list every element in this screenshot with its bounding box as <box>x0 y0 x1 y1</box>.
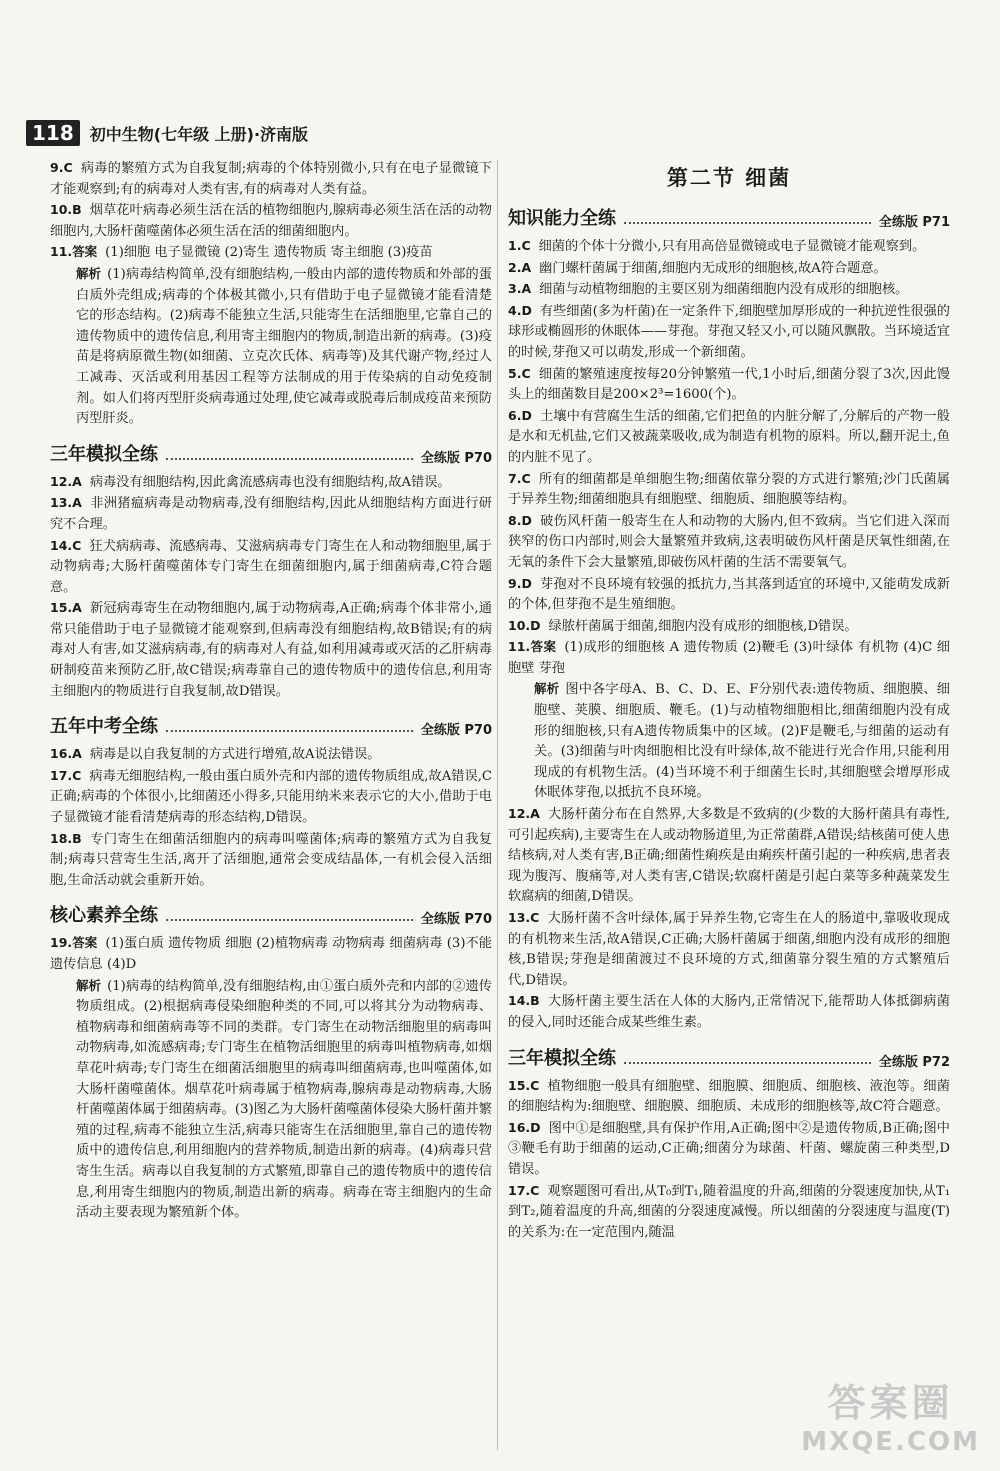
answer-list <box>50 472 492 703</box>
answer-item <box>50 766 492 829</box>
answer-text: 专门寄生在细菌活细胞内的病毒叫噬菌体;病毒的繁殖方式为自我复制;病毒只营寄生生活,离开了活细胞,通常会变成结晶体,一有机会侵入活细胞,生命活动就会重新开始。 <box>50 831 492 888</box>
watermark-url: MXQE.COM <box>801 1427 980 1457</box>
answer-text: 芽孢对不良环境有较强的抵抗力,当其落到适宜的环境中,又能萌发成新的个体,但芽孢不是生殖细胞。 <box>508 576 950 613</box>
answer-item <box>50 200 492 242</box>
answer-item <box>508 258 950 280</box>
answer-text: 土壤中有营腐生生活的细菌,它们把鱼的内脏分解了,分解后的产物一般是水和无机盐,它们又被蔬菜吸收,成为制造有机物的原料。所以,翻开泥土,鱼的内脏不见了。 <box>508 408 950 465</box>
answer-number: 12.A <box>50 473 82 489</box>
answer-list <box>508 236 950 637</box>
answer-item <box>50 493 492 535</box>
answer-item: 11.答案 (1)成形的细胞核 A 遗传物质 (2)鞭毛 (3)叶绿体 有机物 (4)C 细胞壁 芽孢 解析 图中各字母A、B、C、D、E、F分别代表:遗传物质、细胞膜、细胞壁、荚膜、细胞质、鞭毛。(1)与动植物细胞相比,细菌细胞内没有成形的细胞核,只有A遗传物质集中的区域。(2)F是鞭毛,与细菌的运动有关。(3)细菌与叶肉细胞相比没有叶绿体,故不能进行光合作用,只能利用现成的有机物生活。(4)当环境不利于细菌生长时,其细胞壁会增厚形成休眠体芽孢,以抵抗不良环境。 <box>508 639 950 801</box>
section-header: 核心素养全练 全练版 P70 <box>50 905 492 928</box>
answer-text: 大肠杆菌不含叶绿体,属于异养生物,它寄生在人的肠道中,靠吸收现成的有机物来生活,故A错误,C正确;大肠杆菌属于细菌,细胞内没有成形的细胞核,B错误;芽孢是细菌渡过不良环境的方式,细菌靠分裂生殖的方式繁殖后代,D错误。 <box>508 911 950 988</box>
answer-item <box>508 908 950 991</box>
answer-number: 13.C <box>508 910 540 925</box>
left-column <box>50 158 492 1224</box>
answer-item <box>50 472 492 494</box>
answer-item <box>50 598 492 702</box>
answer-text: 观察题图可看出,从T₀到T₁,随着温度的升高,细菌的分裂速度加快,从T₁到T₂,随着温度的升高,细菌的分裂速度减慢。所以细菌的分裂速度与温度(T)的关系为:在一定范围内,随温 <box>508 1183 950 1240</box>
section-header: 知识能力全练 全练版 P71 <box>508 208 950 230</box>
answer-item: 19.答案 (1)蛋白质 遗传物质 细胞 (2)植物病毒 动物病毒 细菌病毒 (3)不能 遗传信息 (4)D 解析 (1)病毒的结构简单,没有细胞结构,由①蛋白质外壳和内部的②遗传物质组成。(2)根据病毒侵染细胞种类的不同,可以将其分为动物病毒、植物病毒和细菌病毒等不同的类群。专门寄生在动物活细胞里的病毒叫动物病毒,如流感病毒;专门寄生在植物活细胞里的病毒叫植物病毒,如烟草花叶病毒;专门寄生在细菌活细胞里的病毒叫细菌病毒,也叫噬菌体,如大肠杆菌噬菌体。烟草花叶病毒属于植物病毒,腺病毒是动物病毒,大肠杆菌噬菌体属于细菌病毒。(3)图乙为大肠杆菌噬菌体侵染大肠杆菌并繁殖的过程,病毒不能独立生活,病毒只能寄生在活细胞里,靠自己的遗传物质中的遗传信息,利用细胞内的营养物质,制造出新的病毒。(4)病毒只营寄生生活。病毒以自我复制的方式繁殖,即靠自己的遗传物质中的遗传信息,利用寄生细胞内的物质,制造出新的病毒。病毒在寄主细胞内的生命活动主要表现为繁殖新个体。 <box>50 935 492 1221</box>
chapter-title: 第二节 细菌 <box>666 166 792 190</box>
answer-number: 7.C <box>508 470 531 486</box>
answer-item <box>508 574 950 616</box>
answer-number: 10.B <box>50 202 82 218</box>
answer-item <box>508 991 950 1033</box>
answer-text: 非洲猪瘟病毒是动物病毒,没有细胞结构,因此从细胞结构方面进行研究不合理。 <box>50 496 492 532</box>
answer-number: 18.B <box>50 830 82 846</box>
page-header <box>26 118 308 148</box>
answer-number: 14.B <box>508 993 540 1009</box>
answer-number: 12.A <box>508 806 540 822</box>
answer-number: 8.D <box>508 512 532 528</box>
answer-item <box>508 301 950 364</box>
answer-item <box>508 804 950 908</box>
answer-text: 细菌与动植物细胞的主要区别为细菌细胞内没有成形的细胞核。 <box>539 282 909 298</box>
answer-text: 所有的细菌都是单细胞生物;细菌依靠分裂的方式进行繁殖;沙门氏菌属于异养生物;细菌细胞具有细胞壁、细胞质、细胞膜等结构。 <box>508 471 950 508</box>
answer-text: 大肠杆菌主要生活在人体的大肠内,正常情况下,能帮助人体抵御病菌的侵入,同时还能合成某些维生素。 <box>508 994 950 1030</box>
answer-text: 细菌的个体十分微小,只有用高倍显微镜或电子显微镜才能观察到。 <box>538 239 926 254</box>
answer-number: 17.C <box>508 1182 540 1198</box>
answer-item <box>50 536 492 599</box>
section-header: 三年模拟全练 全练版 P72 <box>508 1047 950 1070</box>
watermark-logo: 答案圈 <box>827 1381 954 1425</box>
answer-item <box>508 236 950 258</box>
answer-text: 新冠病毒寄生在动物细胞内,属于动物病毒,A正确;病毒个体非常小,通常只能借助于电子显微镜才能观察到,但病毒没有细胞结构,故B错误;有的病毒对人有害,如艾滋病病毒,有的病毒对人有益,如利用减毒或灭活的乙肝病毒研制疫苗来预防乙肝,故C错误;病毒靠自己的遗传物质中的遗传信息,利用寄主细胞内的物质进行自我复制,故D错误。 <box>50 601 492 699</box>
answer-text: 细菌的繁殖速度按每20分钟繁殖一代,1小时后,细菌分裂了3次,因此馒头上的细菌数目是200×2³=1600(个)。 <box>508 366 950 403</box>
answer-number: 5.C <box>508 365 531 381</box>
answer-list <box>50 744 492 891</box>
answer-list <box>508 804 950 1034</box>
answer-item <box>50 744 492 766</box>
answer-text: 图中①是细胞壁,具有保护作用,A正确;图中②是遗传物质,B正确;图中③鞭毛有助于细菌的运动,C正确;细菌分为球菌、杆菌、螺旋菌三种类型,D错误。 <box>508 1120 950 1177</box>
answer-number: 9.C <box>50 160 73 175</box>
answer-item <box>50 158 492 200</box>
answer-item <box>508 1076 950 1118</box>
answer-number: 15.A <box>50 600 82 616</box>
answer-text: 狂犬病病毒、流感病毒、艾滋病病毒专门寄生在人和动物细胞里,属于动物病毒;大肠杆菌噬菌体专门寄生在细菌细胞内,属于细菌病毒,C符合题意。 <box>50 538 492 595</box>
answer-item <box>508 1181 950 1244</box>
answer-text: 绿脓杆菌属于细菌,细胞内没有成形的细胞核,D错误。 <box>548 618 858 634</box>
answer-item <box>50 829 492 892</box>
answer-item <box>508 616 950 638</box>
answer-item: 11.答案 (1)细胞 电子显微镜 (2)寄生 遗传物质 寄主细胞 (3)疫苗 解析 (1)病毒结构简单,没有细胞结构,一般由内部的遗传物质和外部的蛋白质外壳组成;病毒的个体极其微小,只有借助于电子显微镜才能看清楚它的形态结构。(2)病毒不能独立生活,只能寄生在活细胞里,它靠自己的遗传物质中的遗传信息,利用寄主细胞内的物质,制造出新的病毒。(3)疫苗是将病原微生物(如细菌、立克次氏体、病毒等)及其代谢产物,经过人工减毒、灭活或利用基因工程等方法制成的用于传染病的自动免疫制剂。如人们将丙型肝炎病毒通过处理,使它减毒或脱毒后制成疫苗来预防丙型肝炎。 <box>50 244 492 427</box>
answer-item <box>508 406 950 469</box>
answer-number: 6.D <box>508 407 532 423</box>
answer-number: 16.A <box>50 746 82 762</box>
answer-text: 病毒无细胞结构,一般由蛋白质外壳和内部的遗传物质组成,故A错误,C正确;病毒的个体很小,比细菌还小得多,只能用纳米来表示它的大小,借助于电子显微镜才能看清楚病毒的形态结构,D错误。 <box>50 768 492 826</box>
answer-text: 幽门螺杆菌属于细菌,细胞内无成形的细胞核,故A符合题意。 <box>539 260 887 276</box>
answer-list <box>50 158 492 242</box>
answer-number: 13.A <box>50 495 82 511</box>
answer-item <box>508 469 950 511</box>
answer-text: 病毒的繁殖方式为自我复制;病毒的个体特别微小,只有在电子显微镜下才能观察到;有的病毒对人类有害,有的病毒对人类有益。 <box>50 161 492 197</box>
answer-text: 烟草花叶病毒必须生活在活的植物细胞内,腺病毒必须生活在活的动物细胞内,大肠杆菌噬菌体必须生活在活的细菌细胞内。 <box>50 203 492 239</box>
answer-item <box>508 1118 950 1181</box>
answer-text: 病毒是以自我复制的方式进行增殖,故A说法错误。 <box>89 747 381 763</box>
answer-item <box>508 279 950 301</box>
answer-item <box>508 511 950 574</box>
page-number: 118 <box>26 120 80 146</box>
answer-text: 有些细菌(多为杆菌)在一定条件下,细胞壁加厚形成的一种抗逆性很强的球形或椭圆形的休眠体——芽孢。芽孢又轻又小,可以随风飘散。当环境适宜的时候,芽孢又可以萌发,形成一个新细菌。 <box>508 303 950 360</box>
answer-item <box>508 364 950 406</box>
answer-text: 病毒没有细胞结构,因此禽流感病毒也没有细胞结构,故A错误。 <box>89 474 451 490</box>
answer-text: 植物细胞一般具有细胞壁、细胞膜、细胞质、细胞核、液泡等。细菌的细胞结构为:细胞壁、细胞膜、细胞质、未成形的细胞核等,故C符合题意。 <box>508 1078 950 1115</box>
section-header: 五年中考全练 全练版 P70 <box>50 716 492 739</box>
answer-text: 大肠杆菌分布在自然界,大多数是不致病的(少数的大肠杆菌具有毒性,可引起疾病),主要寄生在人或动物肠道里,为正常菌群,A错误;结核菌可使人患结核病,对人类有害,B正确;细菌性痢疾是由痢疾杆菌引起的一种疾病,患者表现为腹泻、腹痛等,对人类有害,C错误;软腐杆菌是引起白菜等多种蔬菜发生软腐病的细菌,D错误。 <box>508 807 950 905</box>
column-divider <box>497 160 498 1450</box>
answer-number: 3.A <box>508 281 532 297</box>
answer-number: 10.D <box>508 617 541 633</box>
answer-number: 2.A <box>508 259 532 275</box>
answer-number: 17.C <box>50 767 82 783</box>
answer-list <box>508 1076 950 1244</box>
section-header: 三年模拟全练 全练版 P70 <box>50 443 492 466</box>
answer-number: 14.C <box>50 537 82 553</box>
answer-number: 9.D <box>508 575 532 591</box>
answer-number: 16.D <box>508 1119 541 1135</box>
watermark <box>801 1372 980 1457</box>
answer-number: 4.D <box>508 302 532 318</box>
answer-number: 15.C <box>508 1077 540 1093</box>
right-column <box>508 158 950 1243</box>
answer-text: 破伤风杆菌一般寄生在人和动物的大肠内,但不致病。当它们进入深而狭窄的伤口内部时,则会大量繁殖并致病,这表明破伤风杆菌是厌氧性细菌,在无氧的条件下会大量繁殖,即破伤风杆菌的生活不需要氧气。 <box>508 513 950 570</box>
answer-number: 1.C <box>508 238 531 253</box>
page-title: 初中生物(七年级 上册)·济南版 <box>89 124 309 144</box>
